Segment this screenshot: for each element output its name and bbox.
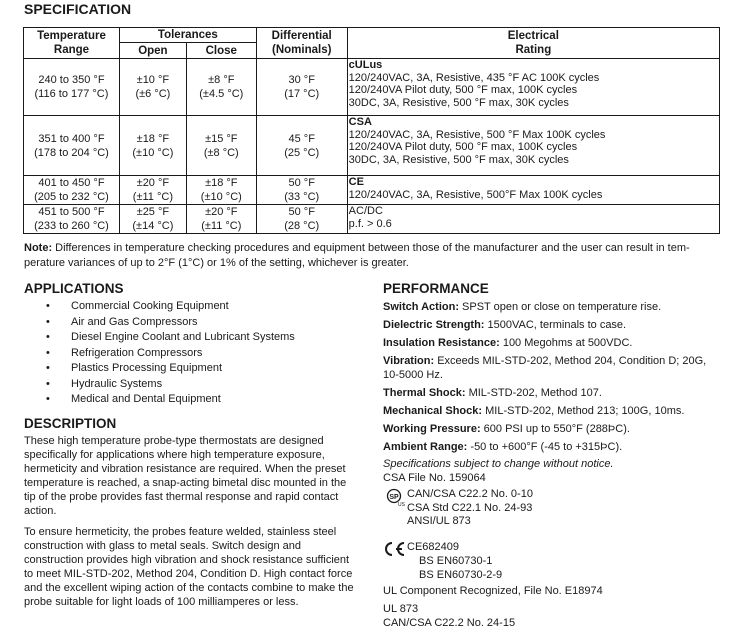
specification-note <box>24 241 724 271</box>
ce-mark-icon <box>382 541 406 557</box>
performance-heading: PERFORMANCE <box>383 281 489 296</box>
differential-cell: 30 °F (17 °C) <box>256 59 347 116</box>
description-body <box>24 434 369 609</box>
note-text-continued: perature variances of up to 2°F (1°C) or 1% of the setting, whichever is greater. <box>24 257 409 269</box>
electrical-rating-cell: CE 120/240VAC, 3A, Resistive, 500°F Max 100K cycles <box>347 176 719 205</box>
svg-text:SP: SP <box>389 494 399 501</box>
temp-range-cell: 451 to 500 °F (233 to 260 °C) <box>24 205 120 234</box>
close-cell: ±18 °F (±10 °C) <box>186 176 256 205</box>
perf-dielectric-strength: Dielectric Strength: 1500VAC, terminals to case. <box>383 319 627 331</box>
applications-heading: APPLICATIONS <box>24 281 124 296</box>
list-item: • Diesel Engine Coolant and Lubricant Systems <box>46 330 295 346</box>
csa-standards: CAN/CSA C22.2 No. 0-10 CSA Std C22.1 No. 24-93 ANSI/UL 873 <box>407 488 533 527</box>
bullet-icon: • <box>46 315 50 328</box>
bullet-icon: • <box>46 346 50 359</box>
close-cell: ±20 °F (±11 °C) <box>186 205 256 234</box>
header-close: Close <box>186 43 256 59</box>
specification-heading: SPECIFICATION <box>24 1 132 17</box>
table-row <box>24 205 720 234</box>
applications-list <box>46 299 295 408</box>
table-row <box>24 176 720 205</box>
bullet-icon: • <box>46 393 50 405</box>
description-heading: DESCRIPTION <box>24 416 117 431</box>
ce-certificate-number: CE682409 <box>407 541 459 553</box>
specification-table <box>23 27 720 234</box>
svg-text:US: US <box>398 502 405 507</box>
temp-range-cell: 240 to 350 °F (116 to 177 °C) <box>24 59 120 116</box>
perf-thermal-shock: Thermal Shock: MIL-STD-202, Method 107. <box>383 387 602 399</box>
list-item: • Commercial Cooking Equipment <box>46 299 295 315</box>
perf-vibration: Vibration: Exceeds MIL-STD-202, Method 204, Condition D; 20G, 10-5000 Hz. <box>383 355 707 381</box>
temp-range-cell: 351 to 400 °F (178 to 204 °C) <box>24 116 120 176</box>
header-electrical-rating: Electrical Rating <box>347 28 719 59</box>
perf-switch-action: Switch Action: SPST open or close on temperature rise. <box>383 301 662 313</box>
differential-cell: 50 °F (28 °C) <box>256 205 347 234</box>
ul-873: UL 873 <box>383 603 419 615</box>
table-row <box>24 59 720 116</box>
electrical-rating-cell: cULus 120/240VAC, 3A, Resistive, 435 °F AC 100K cycles 120/240VA Pilot duty, 500 °F max, 100K cycles 30DC, 3A, Resistive, 500 °F max, 30K cycles <box>347 59 719 116</box>
ce-standards: BS EN60730-1 BS EN60730-2-9 <box>419 555 503 581</box>
list-item: • Plastics Processing Equipment <box>46 361 295 377</box>
open-cell: ±10 °F (±6 °C) <box>119 59 186 116</box>
note-label: Note: <box>24 242 53 254</box>
list-item: • Air and Gas Compressors <box>46 315 295 331</box>
list-item: • Refrigeration Compressors <box>46 346 295 362</box>
open-cell: ±18 °F (±10 °C) <box>119 116 186 176</box>
bullet-icon: • <box>46 331 50 343</box>
header-open: Open <box>119 43 186 59</box>
table-row <box>24 116 720 176</box>
description-paragraph-1: These high temperature probe-type thermostats are designed specifically for applications where high temperature exposure, hermeticity and vibration resistance are required. When the preset temperature is reached, a snap-acting bimetal disc mounted in the tip of the probe provides fast thermal response and rapid contact action. <box>24 435 347 517</box>
can-csa-standard: CAN/CSA C22.2 No. 24-15 <box>383 617 516 629</box>
bullet-icon: • <box>46 300 50 312</box>
bullet-icon: • <box>46 362 50 374</box>
list-item: • Medical and Dental Equipment <box>46 392 295 408</box>
temp-range-cell: 401 to 450 °F (205 to 232 °C) <box>24 176 120 205</box>
perf-insulation-resistance: Insulation Resistance: 100 Megohms at 500VDC. <box>383 337 633 349</box>
electrical-rating-cell: CSA 120/240VAC, 3A, Resistive, 500 °F Max 100K cycles 120/240VA Pilot duty, 500 °F max, 100K cycles 30DC, 3A, Resistive, 500 °F max, 30K cycles <box>347 116 719 176</box>
header-temperature-range: Temperature Range <box>24 28 120 59</box>
differential-cell: 45 °F (25 °C) <box>256 116 347 176</box>
list-item: • Hydraulic Systems <box>46 377 295 393</box>
electrical-rating-cell: AC/DC p.f. > 0.6 <box>347 205 719 234</box>
header-tolerances: Tolerances <box>119 28 256 43</box>
open-cell: ±20 °F (±11 °C) <box>119 176 186 205</box>
close-cell: ±8 °F (±4.5 °C) <box>186 59 256 116</box>
differential-cell: 50 °F (33 °C) <box>256 176 347 205</box>
open-cell: ±25 °F (±14 °C) <box>119 205 186 234</box>
perf-ambient-range: Ambient Range: -50 to +600°F (-45 to +315ÞC). <box>383 441 623 453</box>
csa-us-mark-icon <box>386 487 406 507</box>
note-text: Differences in temperature checking procedures and equipment between those of the manufacturer and the user can result in tem- <box>52 242 690 254</box>
header-differential: Differential (Nominals) <box>256 28 347 59</box>
ul-component-recognized: UL Component Recognized, File No. E18974 <box>383 585 603 597</box>
description-paragraph-2: To ensure hermeticity, the probes feature welded, stainless steel construction with glass to metal seals. Switch design and construction provides high vibration and shock resistance sufficient to meet MIL-STD-202, Method 204, Condition D. High contact force and the excellent wiping action of the contacts combine to make the probe suitable for light loads of 100 milliamperes or less. <box>24 526 354 608</box>
subject-to-change-notice: Specifications subject to change without notice. <box>383 458 614 470</box>
close-cell: ±15 °F (±8 °C) <box>186 116 256 176</box>
perf-mechanical-shock: Mechanical Shock: MIL-STD-202, Method 213; 100G, 10ms. <box>383 405 685 417</box>
csa-file-number: CSA File No. 159064 <box>383 472 486 484</box>
bullet-icon: • <box>46 377 50 390</box>
perf-working-pressure: Working Pressure: 600 PSI up to 550°F (288ÞC). <box>383 423 630 435</box>
